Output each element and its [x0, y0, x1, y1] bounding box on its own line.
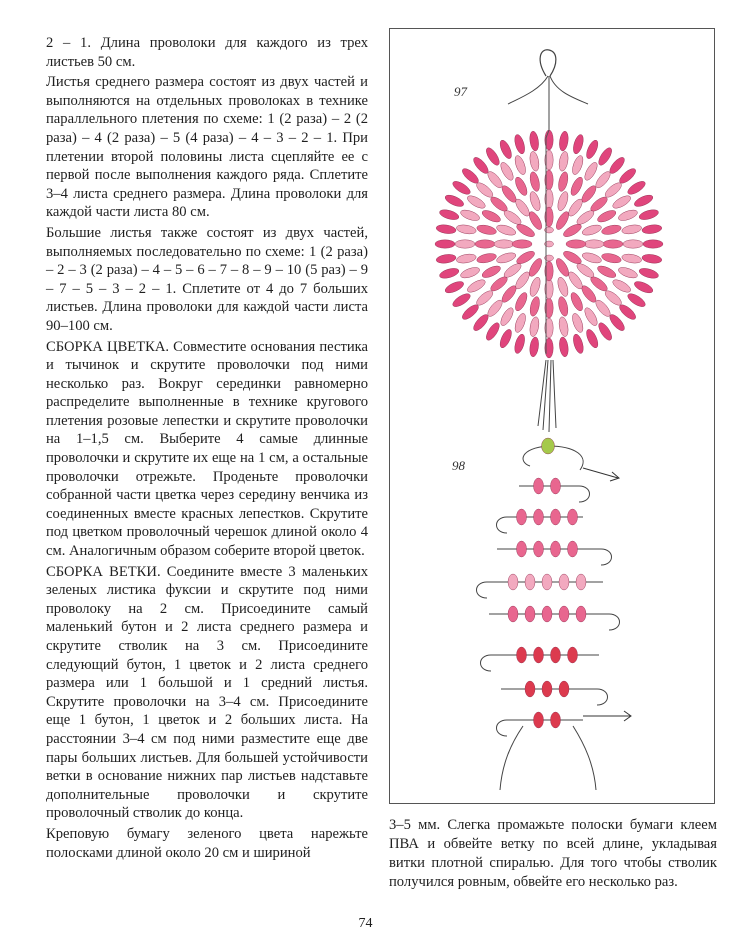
- bead: [593, 298, 612, 319]
- figure-98-label: 98: [452, 458, 465, 473]
- bead: [498, 139, 514, 161]
- bead: [568, 541, 578, 557]
- bead: [534, 509, 544, 525]
- bead: [582, 161, 599, 183]
- bead: [517, 647, 527, 663]
- bead: [438, 208, 460, 222]
- bead: [444, 279, 466, 295]
- bead: [617, 265, 639, 280]
- bead: [451, 291, 472, 309]
- bead: [558, 151, 570, 172]
- bead: [466, 193, 488, 210]
- bead: [559, 606, 569, 622]
- wire-end: [550, 76, 588, 104]
- figure-98-bud: [477, 438, 632, 790]
- bead: [525, 606, 535, 622]
- bead: [508, 574, 518, 590]
- bead: [435, 240, 455, 248]
- bead: [460, 166, 481, 185]
- bead: [571, 133, 585, 155]
- bead: [459, 265, 481, 280]
- bead: [638, 266, 660, 280]
- bead: [534, 712, 544, 728]
- bead: [570, 154, 585, 176]
- bead: [558, 131, 569, 152]
- bead: [476, 252, 497, 265]
- bead: [534, 478, 544, 494]
- bead: [568, 647, 578, 663]
- bead: [582, 306, 599, 328]
- bead: [596, 321, 614, 342]
- bead: [513, 154, 528, 176]
- bead: [528, 276, 542, 298]
- bead: [621, 224, 642, 236]
- bead: [617, 302, 638, 321]
- bead: [436, 253, 457, 264]
- bead: [601, 223, 622, 236]
- bead: [444, 193, 466, 209]
- bead: [513, 133, 527, 155]
- bead: [557, 296, 570, 317]
- bead: [475, 240, 495, 248]
- bead: [542, 574, 552, 590]
- bead: [480, 264, 502, 280]
- bead: [551, 647, 561, 663]
- bead: [451, 179, 472, 197]
- text-paragraph: 2 – 1. Длина проволоки для каждого из трех листьев 50 см.: [46, 35, 368, 70]
- bead: [576, 606, 586, 622]
- bead: [498, 161, 515, 183]
- bead: [485, 298, 504, 319]
- bead: [525, 574, 535, 590]
- bead: [551, 478, 561, 494]
- bead: [559, 574, 569, 590]
- figure-97-label: 97: [454, 84, 467, 99]
- bead: [495, 251, 517, 265]
- bead: [570, 312, 585, 334]
- bead: [474, 180, 495, 199]
- bead: [551, 712, 561, 728]
- wire-tail: [573, 726, 596, 790]
- text-paragraph: Большие листья также состоят из двух частей, выполняемых последовательно по схеме: 1 (2 раза) – 2 – 3 (2 раза) – 4 – 5 – 6 – 7 – 8 – 9 – 10 (5 раз) – 9 – 7 – 5 – 3 – 2 – 1. Сплетите от 4 до 7 больших листьев. Длина проволоки для каждой части листа 90–100 см.: [46, 224, 368, 334]
- bead: [623, 240, 643, 248]
- bead: [581, 223, 603, 237]
- bead: [460, 302, 481, 321]
- bead: [551, 509, 561, 525]
- bead: [471, 312, 490, 333]
- bead: [534, 647, 544, 663]
- bead: [643, 240, 663, 248]
- bead: [584, 139, 600, 161]
- bead: [494, 240, 514, 248]
- bead: [633, 193, 655, 209]
- bead: [485, 169, 504, 190]
- bead: [621, 253, 642, 265]
- bead: [513, 291, 529, 313]
- bead: [584, 240, 604, 248]
- bead: [517, 509, 527, 525]
- bead: [607, 312, 626, 333]
- bead: [611, 193, 633, 210]
- bead: [517, 541, 527, 557]
- figure-97-round-petal: [435, 50, 663, 432]
- bead: [576, 574, 586, 590]
- bead: [607, 155, 626, 176]
- bead: [558, 336, 569, 357]
- bead: [611, 277, 633, 294]
- bead: [455, 240, 475, 248]
- bead: [474, 288, 495, 307]
- bead: [529, 151, 541, 172]
- text-paragraph: СБОРКА ЦВЕТКА. Совместите основания пестика и тычинок и скрутите проволочки под ними несколько раз. Вокруг серединки равномерно распределите выполненные в технике кругового плетения розовые лепестки и скрутите проволочки на 1–1,5 см. Выберите 4 самые длинные проволочки и скрутите их еще на 1 см, а остальные проволочки отрежьте. Проденьте проволочки собранной части цветка через середину венчика из соединенных вместе красных лепестков. Скрутите под цветком проволочный черешок длиной около 4 см. Аналогичным образом соберите второй цветок.: [46, 338, 368, 560]
- bead: [603, 180, 624, 199]
- bead: [568, 509, 578, 525]
- bead: [476, 223, 497, 236]
- bead: [626, 291, 647, 309]
- bead: [456, 253, 477, 265]
- bead: [456, 224, 477, 236]
- bead: [438, 266, 460, 280]
- text-paragraph: Креповую бумагу зеленого цвета нарежьте полосками длиной около 20 см и шириной: [46, 825, 368, 861]
- bead: [466, 277, 488, 294]
- bead: [556, 190, 570, 212]
- bead: [566, 240, 586, 248]
- bead: [641, 253, 662, 264]
- bead: [525, 681, 535, 697]
- petal-beads: [435, 130, 663, 358]
- bead: [498, 328, 514, 350]
- bead: [471, 155, 490, 176]
- bead: [542, 681, 552, 697]
- bead: [638, 208, 660, 222]
- bead: [603, 288, 624, 307]
- bead: [569, 291, 585, 313]
- bead: [508, 606, 518, 622]
- bead: [542, 438, 555, 454]
- bead: [569, 175, 585, 197]
- bead: [571, 333, 585, 355]
- bead: [436, 224, 457, 235]
- bead: [529, 316, 541, 337]
- bead: [512, 240, 532, 248]
- bead: [633, 279, 655, 295]
- bead: [603, 240, 623, 248]
- bead: [480, 208, 502, 224]
- bead: [596, 264, 618, 280]
- bead: [513, 175, 529, 197]
- caption-text: [389, 816, 717, 892]
- bead: [581, 251, 603, 265]
- wire-end: [508, 76, 548, 104]
- bead: [513, 312, 528, 334]
- bead: [558, 316, 570, 337]
- bead: [551, 541, 561, 557]
- bead: [528, 190, 542, 212]
- wire-loop: [540, 50, 556, 76]
- bead: [556, 276, 570, 298]
- bead: [617, 166, 638, 185]
- bead: [584, 328, 600, 350]
- bead: [641, 224, 662, 235]
- bead: [513, 333, 527, 355]
- bead: [596, 146, 614, 167]
- bead: [596, 208, 618, 224]
- bead: [498, 306, 515, 328]
- bead: [534, 541, 544, 557]
- bead: [529, 336, 540, 357]
- bead: [601, 252, 622, 265]
- bead: [617, 208, 639, 223]
- bead: [626, 179, 647, 197]
- bud-beads: [508, 438, 586, 728]
- bead: [557, 171, 570, 192]
- bead: [459, 208, 481, 223]
- text-paragraph: Листья среднего размера состоят из двух частей и выполняются на отдельных проволоках в технике параллельного плетения по схеме: 1 (2 раза) – 2 (2 раза) – 4 (2 раза) – 5 (4 раза) – 4 – 3 – 2 – 1. При плетении второй половины листа сцепляйте ее с первой после выполнения каждого ряда. Сплетите 3–4 листа среднего размера. Длина проволоки для каждой части листа 80 см.: [46, 74, 368, 221]
- text-paragraph: 3–5 мм. Слегка промажьте полоски бумаги клеем ПВА и обвейте ветку по всей длине, укладывая витки плотной спиралью. Для того чтобы стволик получился ровным, обвейте его несколько раз.: [389, 817, 717, 890]
- bead: [529, 131, 540, 152]
- bead: [559, 681, 569, 697]
- stem-wires: [538, 360, 556, 432]
- bead: [528, 171, 541, 192]
- bead: [484, 321, 502, 342]
- bead: [528, 296, 541, 317]
- bead: [484, 146, 502, 167]
- bead: [542, 606, 552, 622]
- bead: [495, 223, 517, 237]
- bead: [593, 169, 612, 190]
- text-paragraph: СБОРКА ВЕТКИ. Соедините вместе 3 маленьких зеленых листика фуксии и скрутите под ними проволоку на 2 см. Присоедините самый маленький бутон и 2 листа среднего размера и скрутите стволик на 3 см. Присоедините следующий бутон, 1 цветок и 2 листа среднего размера или 1 большой и 1 средний листья. Скрутите проволочки на 3–4 см. Присоедините еще 1 бутон, 1 цветок и 2 больших листа. На расстоянии 3–4 см под ними разместите еще две пары больших листьев. Для большей устойчивости ветки в основание нижних пар листьев надставьте дополнительные проволочки и скрутите проволочный стволик до конца.: [46, 563, 368, 822]
- page-number: 74: [358, 916, 373, 931]
